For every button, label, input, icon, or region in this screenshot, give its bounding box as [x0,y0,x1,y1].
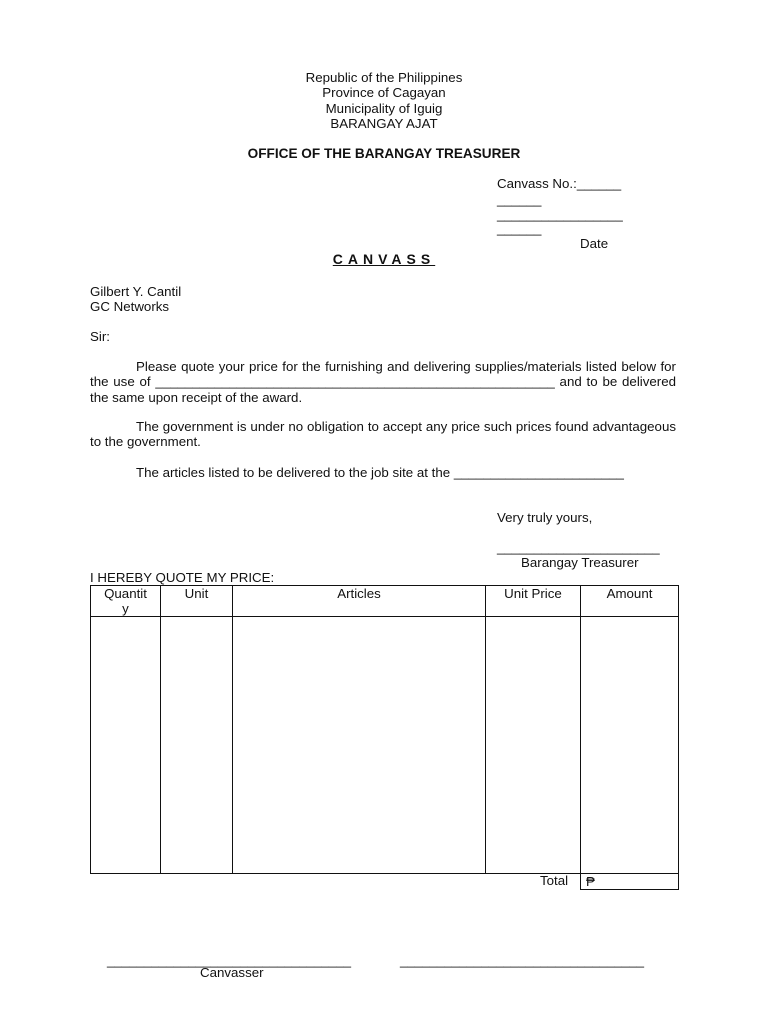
office-title: OFFICE OF THE BARANGAY TREASURER [247,146,521,161]
second-signature-line: _________________________________ [400,953,645,968]
treasurer-title: Barangay Treasurer [521,555,639,570]
treasurer-signature-line: ______________________ [497,540,660,555]
header-republic: Republic of the Philippines [305,70,463,85]
table-header-row [91,586,679,617]
valediction: Very truly yours, [497,510,593,525]
items-table [90,585,679,874]
column-header-unit: Unit [161,586,233,617]
articles-cell[interactable] [233,617,486,874]
date-label: Date [580,236,609,251]
salutation: Sir: [90,329,110,344]
table-row [91,617,679,874]
total-field[interactable] [580,873,679,890]
quantity-cell[interactable] [91,617,161,874]
canvass-no-label: Canvass No.:______ [497,176,622,191]
header-barangay: BARANGAY AJAT [330,116,438,132]
addressee-company: GC Networks [90,299,170,314]
addressee-name: Gilbert Y. Cantil [90,284,182,299]
letterhead [0,70,768,132]
column-header-unit-price: Unit Price [486,586,581,617]
unit-price-cell[interactable] [486,617,581,874]
column-header-amount: Amount [581,586,679,617]
paragraph-delivery: The articles listed to be delivered to the job site at the _______________________ [136,465,624,480]
canvass-no-line-2: ______ [497,192,542,207]
amount-cell[interactable] [581,617,679,874]
header-municipality: Municipality of Iguig [325,100,443,116]
header-province: Province of Cagayan [322,85,446,101]
canvass-no-line-3: _________________ [497,207,623,222]
total-label: Total [540,873,569,888]
canvasser-signature-line: _________________________________ [107,953,352,968]
peso-sign: ₱ [586,874,595,889]
paragraph-obligation: The government is under no obligation to accept any price such prices found advantageous to the government. [90,419,676,450]
paragraph-request: Please quote your price for the furnishing and delivering supplies/materials listed below for the use of ______________________________________________________ and to be delivered the same upon receipt of the award. [90,359,676,405]
column-header-articles: Articles [233,586,486,617]
canvass-no-line-4: ______ [497,221,542,236]
column-header-quantity: Quantit y [91,586,161,617]
document-title: CANVASS [332,251,436,267]
unit-cell[interactable] [161,617,233,874]
canvasser-label: Canvasser [200,965,264,980]
quote-label: I HEREBY QUOTE MY PRICE: [90,570,275,585]
